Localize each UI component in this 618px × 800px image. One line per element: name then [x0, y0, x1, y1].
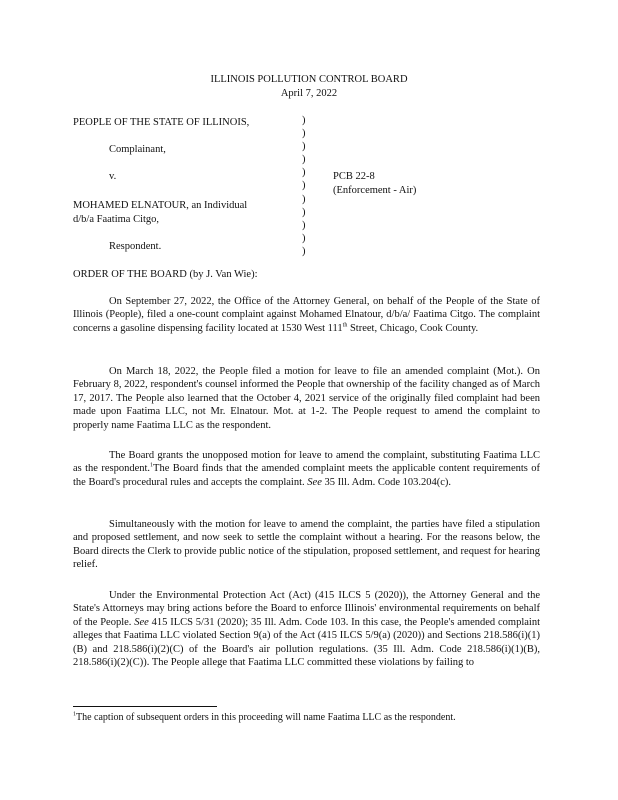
plaintiff-role: Complainant, — [109, 144, 166, 155]
footnote-marker: 1 — [73, 711, 76, 718]
order-date: April 7, 2022 — [280, 88, 338, 99]
footnote: $^1$The caption of subsequent orders in this proceeding will name Faatima LLC as the respondent. — [73, 711, 456, 723]
paragraph-1: On September 27, 2022, the Office of the Attorney General, on behalf of the People of the State of Illinois (People), filed a one-count complaint against Mohamed Elnatour, d/b/a/ Faatima Citgo. The complaint concerns a gasoline dispensing facility located at 1530 West 111th Street, Chicago, Cook County. — [73, 296, 540, 334]
paragraph-2: On March 18, 2022, the People filed a motion for leave to file an amended complaint (Mot.). On February 8, 2022, respondent's counsel informed the People that ownership of the facility changed as of March 17, 2017. The People also learned that the October 4, 2021 service of the originally filed complaint had been made upon Faatima LLC, not Mr. Elnatour. Mot. at 1-2. The People request to amend the complaint to properly name Faatima LLC as the respondent. — [73, 366, 540, 431]
defendant-dba: d/b/a Faatima Citgo, — [73, 214, 160, 225]
versus-label: v. — [109, 171, 117, 182]
caption-parentheses: ) ) ) ) ) ) ) ) ) ) ) — [302, 115, 306, 257]
case-number: PCB 22-8 — [333, 171, 375, 182]
plaintiff-name: PEOPLE OF THE STATE OF ILLINOIS, — [73, 117, 250, 128]
defendant-name: MOHAMED ELNATOUR, an Individual — [73, 200, 248, 211]
footnote-ref: 1 — [150, 462, 154, 469]
agency-heading: ILLINOIS POLLUTION CONTROL BOARD — [210, 74, 408, 85]
paragraph-3: The Board grants the unopposed motion for leave to amend the complaint, substituting Faatima LLC as the respondent.$^1$The Board finds that the amended complaint meets the applicable content requirements of the Board's procedural rules and accepts the complaint. See 35 Ill. Adm. Code 103.204(c). — [73, 450, 540, 488]
case-type: (Enforcement - Air) — [333, 185, 417, 196]
defendant-role: Respondent. — [109, 241, 162, 252]
order-heading: ORDER OF THE BOARD (by J. Van Wie): — [73, 269, 258, 280]
paragraph-5: Under the Environmental Protection Act (Act) (415 ILCS 5 (2020)), the Attorney General and the State's Attorneys may bring actions before the Board to enforce Illinois' environmental requirements on behalf of the People. See 415 ILCS 5/31 (2020); 35 Ill. Adm. Code 103. In this case, the People's amended complaint alleges that Faatima LLC violated Section 9(a) of the Act (415 ILCS 5/9(a) (2020)) and Sections 218.586(i)(1)(B) and 218.586(i)(2)(C) of the Board's air pollution regulations. (35 Ill. Adm. Code 218.586(i)(1)(B), 218.586(i)(2)(C)). The People allege that Faatima LLC committed these violations by failing to — [73, 590, 540, 669]
footnote-divider — [73, 706, 217, 707]
paragraph-4: Simultaneously with the motion for leave to amend the complaint, the parties have filed a stipulation and proposed settlement, and now seek to settle the complaint without a hearing. For the reasons below, the Board directs the Clerk to provide public notice of the stipulation, proposed settlement, and request for hearing relief. — [73, 519, 540, 571]
